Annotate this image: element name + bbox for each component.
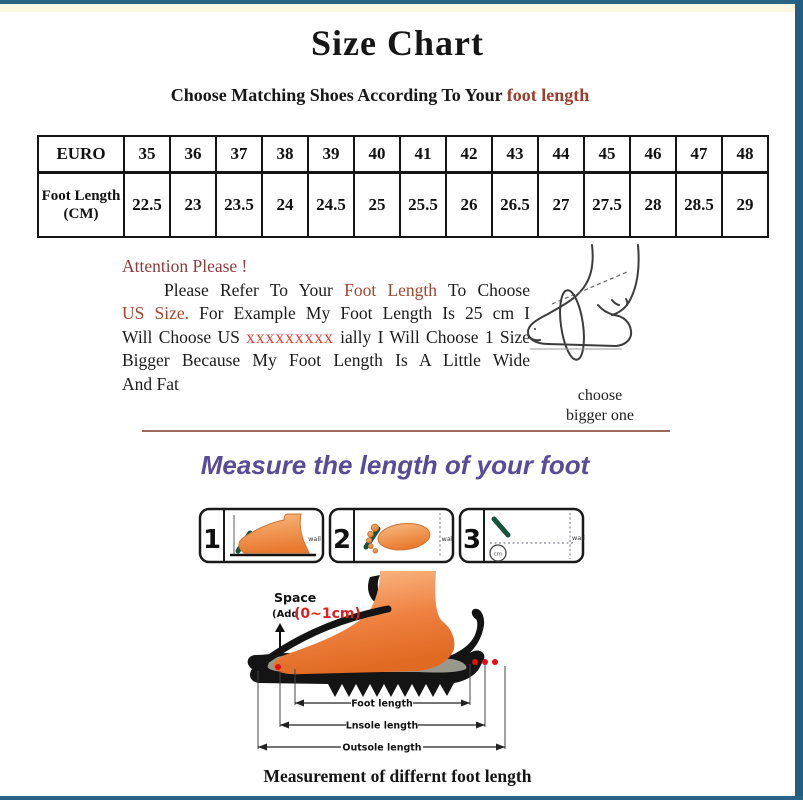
choose-bigger-caption bbox=[530, 386, 670, 426]
euro-size-cell: 47 bbox=[676, 136, 722, 173]
attention-text: For Example My Foot Length Is 25 cm I bbox=[189, 303, 531, 324]
attention-heading: Attention Please ! bbox=[122, 256, 248, 276]
euro-size-row bbox=[38, 136, 768, 173]
step-number: 3 bbox=[462, 525, 482, 555]
foot-length-cell: 22.5 bbox=[124, 173, 170, 238]
page-title: Size Chart bbox=[311, 23, 484, 63]
foot-length-cell: 28.5 bbox=[676, 173, 722, 238]
right-border-bar bbox=[795, 0, 803, 800]
wall-label: wall bbox=[441, 535, 455, 543]
footer-caption: Measurement of differnt foot length bbox=[263, 766, 532, 786]
foot-length-cell: 28 bbox=[630, 173, 676, 238]
euro-size-cell: 35 bbox=[124, 136, 170, 173]
foot-leg-shape bbox=[274, 571, 455, 674]
foot-length-cell: 24 bbox=[262, 173, 308, 238]
measure-point-dot bbox=[472, 659, 478, 665]
foot-length-cell: 26.5 bbox=[492, 173, 538, 238]
euro-size-cell: 38 bbox=[262, 136, 308, 173]
measure-steps-diagram bbox=[186, 503, 598, 575]
heel-counter-shape bbox=[452, 609, 484, 657]
caption-line: bigger one bbox=[566, 407, 634, 424]
euro-size-cell: 36 bbox=[170, 136, 216, 173]
subtitle-text: Choose Matching Shoes According To Your bbox=[170, 85, 507, 105]
us-size-highlight: US Size. bbox=[122, 303, 190, 324]
attention-text: Bigger Because My Foot Length Is A Little Wide bbox=[122, 350, 530, 371]
euro-size-cell: 41 bbox=[400, 136, 446, 173]
attention-text: Will Choose US bbox=[122, 326, 247, 347]
step-panel-2 bbox=[330, 509, 455, 562]
attention-line bbox=[122, 373, 530, 397]
attention-line bbox=[122, 349, 530, 373]
wall-label: wall bbox=[308, 535, 321, 543]
euro-size-cell: 48 bbox=[722, 136, 768, 173]
space-arrowhead bbox=[275, 623, 285, 632]
subtitle bbox=[0, 85, 760, 106]
attention-text: And Fat bbox=[122, 373, 179, 394]
attention-line bbox=[122, 279, 530, 303]
bottom-border-bar bbox=[0, 796, 803, 800]
euro-size-cell: 44 bbox=[538, 136, 584, 173]
euro-size-cell: 46 bbox=[630, 136, 676, 173]
space-label: Space bbox=[274, 590, 317, 605]
foot-length-cell: 26 bbox=[446, 173, 492, 238]
attention-text: To Choose bbox=[437, 279, 530, 300]
attention-text: Please Refer To Your bbox=[164, 279, 345, 300]
measure-heading: Measure the length of your foot bbox=[200, 450, 590, 480]
attention-line bbox=[122, 326, 530, 350]
attention-block bbox=[122, 255, 530, 397]
step-number: 1 bbox=[202, 525, 222, 555]
circle-label: cm bbox=[493, 551, 503, 558]
euro-size-cell: 40 bbox=[354, 136, 400, 173]
foot-length-row bbox=[38, 173, 768, 238]
euro-size-cell: 42 bbox=[446, 136, 492, 173]
dim-label: Foot length bbox=[351, 698, 413, 710]
wall-label: wall bbox=[572, 534, 585, 542]
foot-length-row-label: Foot Length (CM) bbox=[38, 173, 124, 238]
divider-rule bbox=[142, 430, 670, 432]
euro-size-cell: 45 bbox=[584, 136, 630, 173]
foot-length-cell: 24.5 bbox=[308, 173, 354, 238]
foot-length-cell: 27.5 bbox=[584, 173, 630, 238]
step-panel-3 bbox=[460, 509, 585, 562]
attention-text: ially I Will Choose 1 Size bbox=[333, 326, 530, 347]
euro-size-cell: 43 bbox=[492, 136, 538, 173]
measure-point-dot bbox=[275, 664, 281, 670]
foot-length-highlight: Foot Length bbox=[344, 279, 438, 300]
space-add-label: (Add bbox=[272, 609, 299, 620]
attention-line bbox=[122, 302, 530, 326]
measure-point-dot bbox=[492, 659, 498, 665]
dim-label: Lnsole length bbox=[345, 720, 419, 732]
foot-length-cell: 23.5 bbox=[216, 173, 262, 238]
euro-row-label: EURO bbox=[38, 136, 124, 173]
euro-size-cell: 39 bbox=[308, 136, 354, 173]
foot-length-cell: 23 bbox=[170, 173, 216, 238]
caption-line: choose bbox=[577, 387, 623, 404]
dim-label: Outsole length bbox=[342, 742, 422, 754]
step-panel-1 bbox=[200, 509, 323, 562]
space-value: (0~1cm) bbox=[294, 606, 361, 622]
foot-length-cell: 25.5 bbox=[400, 173, 446, 238]
shoe-foot-diagram bbox=[228, 571, 573, 767]
size-table bbox=[37, 135, 769, 238]
subtitle-highlight: foot length bbox=[506, 85, 590, 105]
foot-sketch-icon bbox=[522, 242, 670, 367]
redacted-x-text: xxxxxxxxx bbox=[246, 326, 334, 347]
euro-size-cell: 37 bbox=[216, 136, 262, 173]
cream-strip bbox=[0, 4, 795, 12]
step-number: 2 bbox=[332, 525, 352, 555]
foot-length-cell: 29 bbox=[722, 173, 768, 238]
foot-length-cell: 25 bbox=[354, 173, 400, 238]
foot-length-cell: 27 bbox=[538, 173, 584, 238]
